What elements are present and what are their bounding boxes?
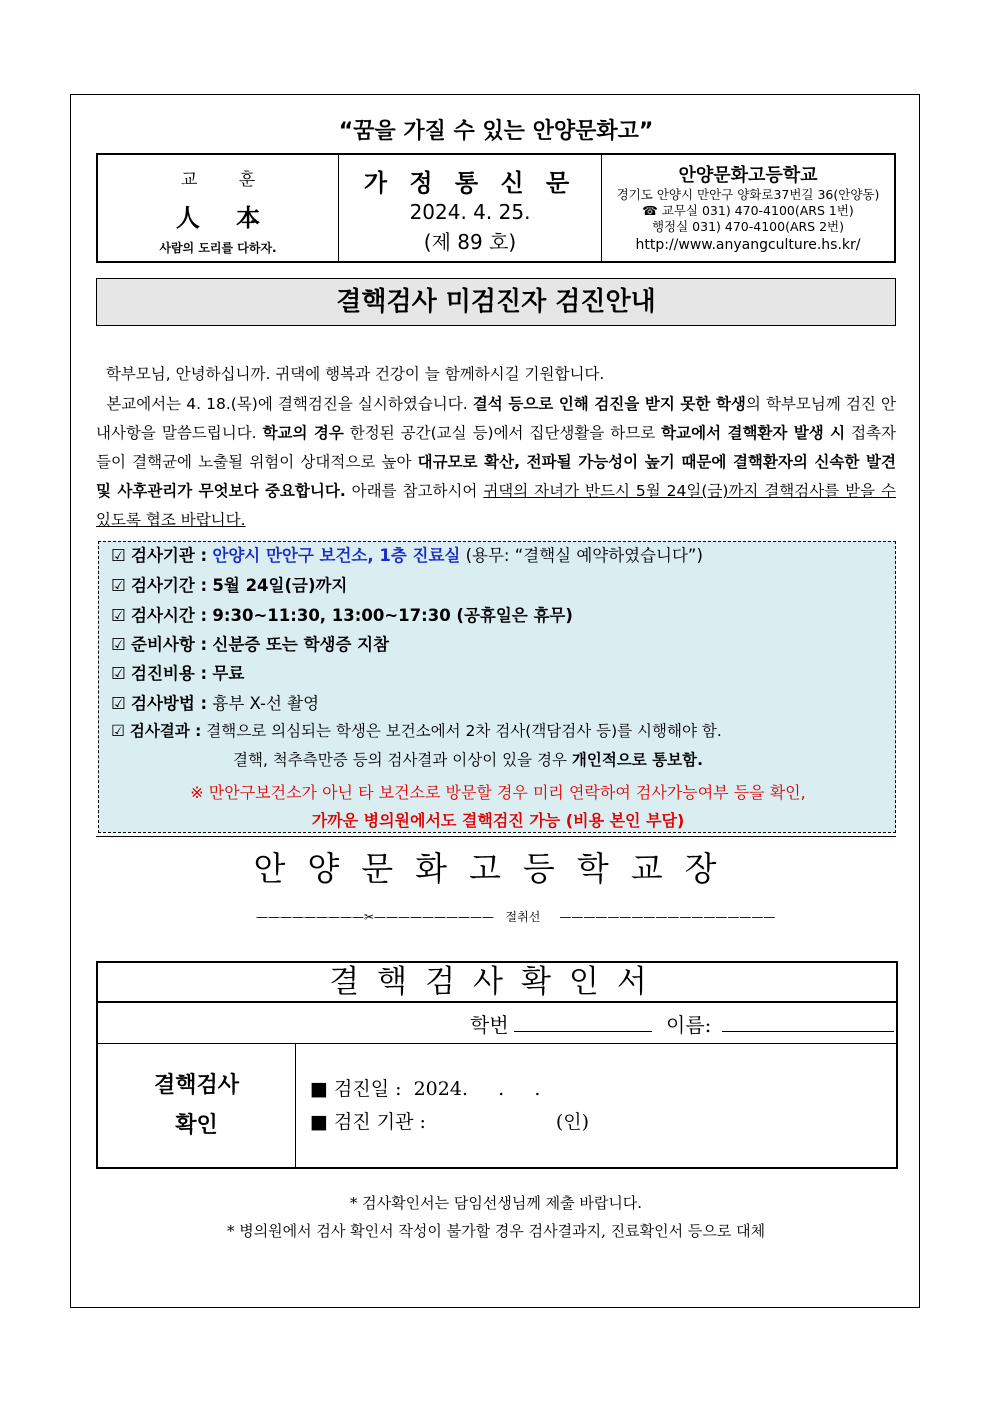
school-phone-admin: 행정실 031) 470-4100(ARS 2번) bbox=[651, 219, 844, 234]
checkbox-icon: ☑ bbox=[111, 722, 125, 740]
body-text: 의 학부모님께 검진 안내사항을 말씀드립니다. bbox=[96, 395, 897, 442]
info-value: 신분증 또는 학생증 지참 bbox=[212, 635, 390, 654]
info-row-place bbox=[111, 542, 703, 566]
info-value: 안양시 만안구 보건소, 1층 진료실 bbox=[212, 546, 461, 565]
checkbox-icon: ☑ bbox=[111, 664, 126, 683]
school-name: 안양문화고등학교 bbox=[678, 165, 818, 186]
newsletter-issue: (제 89 호) bbox=[423, 230, 517, 254]
info-label: 검사기관 : bbox=[131, 546, 208, 565]
info-value: 결핵으로 의심되는 학생은 보건소에서 2차 검사(객담검사 등)를 시행해야 함. bbox=[206, 722, 722, 740]
checkbox-icon: ☑ bbox=[111, 635, 126, 654]
info-extra: (용무: “결핵실 예약하였습니다”) bbox=[460, 546, 703, 565]
info-label: 준비사항 : bbox=[131, 635, 208, 654]
info-value: 5월 24일(금)까지 bbox=[212, 576, 348, 595]
name-field[interactable] bbox=[722, 1031, 894, 1032]
exam-org-label: ■ 검진 기관 : bbox=[310, 1111, 426, 1133]
school-url[interactable]: http://www.anyangculture.hs.kr/ bbox=[635, 237, 861, 253]
form-left-line1: 결핵검사 bbox=[153, 1073, 239, 1098]
info-row-prep bbox=[111, 631, 389, 655]
exam-date-label: ■ 검진일 : bbox=[310, 1078, 402, 1100]
checkbox-icon: ☑ bbox=[111, 546, 126, 565]
confirmation-form bbox=[96, 961, 898, 1169]
form-left-line2: 확인 bbox=[175, 1113, 218, 1138]
body-text: 본교에서는 4. 18.(목)에 결핵검진을 실시하였습니다. bbox=[106, 395, 473, 413]
cut-line bbox=[256, 908, 775, 925]
info-value: 흉부 X-선 촬영 bbox=[212, 694, 320, 713]
info-label: 검사시간 : bbox=[131, 606, 208, 625]
seal-mark: (인) bbox=[555, 1111, 590, 1133]
info-value: 결핵, 척추측만증 등의 검사결과 이상이 있을 경우 bbox=[233, 751, 572, 769]
student-no-label: 학번 bbox=[470, 1013, 509, 1037]
page-title: 결핵검사 미검진자 검진안내 bbox=[96, 278, 896, 326]
info-row-result-2 bbox=[233, 748, 703, 770]
info-value: 9:30~11:30, 13:00~17:30 (공휴일은 휴무) bbox=[212, 606, 573, 625]
form-title: 결핵검사확인서 bbox=[98, 963, 896, 1003]
info-row-method bbox=[111, 690, 319, 714]
header-table bbox=[96, 153, 896, 263]
info-value-bold: 개인적으로 통보함. bbox=[571, 751, 703, 769]
info-label: 검사방법 : bbox=[131, 694, 208, 713]
cut-line-right: —————————————————— bbox=[559, 910, 776, 924]
body-bold: 학교의 경우 bbox=[262, 424, 344, 442]
cut-line-left: —————————✂—————————— bbox=[256, 910, 495, 924]
body-bold: 대규모로 확산, 전파될 가능성이 높기 때문에 결핵환자의 신속한 발견 및 사후관리가 무엇보다 중요합니다. bbox=[96, 453, 896, 500]
body-underline: 귀댁의 자녀가 반드시 5월 24일(금)까지 결핵검사를 받을 수 있도록 협조 바랍니다. bbox=[96, 482, 896, 529]
info-note-2: 가까운 병의원에서도 결핵검진 가능 (비용 본인 부담) bbox=[311, 811, 685, 830]
newsletter-cell bbox=[338, 155, 601, 261]
form-id-row bbox=[98, 1003, 896, 1044]
checkbox-icon: ☑ bbox=[111, 576, 126, 595]
motto-label: 교 훈 bbox=[180, 170, 274, 190]
info-row-period bbox=[111, 572, 347, 596]
principal-signature: 안양문화고등학교장 bbox=[253, 849, 739, 888]
info-label: 검진비용 : bbox=[131, 664, 208, 683]
divider bbox=[96, 836, 896, 837]
checkbox-icon: ☑ bbox=[111, 694, 126, 713]
checkbox-icon: ☑ bbox=[111, 606, 126, 625]
school-address: 경기도 안양시 만안구 양화로37번길 36(안양동) bbox=[616, 187, 880, 202]
motto-subtitle: 사람의 도리를 다하자. bbox=[159, 241, 277, 255]
form-left-label bbox=[98, 1044, 296, 1168]
body-bold: 학교에서 결핵환자 발생 시 bbox=[661, 424, 846, 442]
info-row-time bbox=[111, 602, 573, 626]
name-label: 이름: bbox=[666, 1013, 712, 1037]
body-text: 접촉자들이 결핵균에 노출될 위험이 상대적으로 높아 bbox=[96, 424, 897, 471]
cut-line-label: 절취선 bbox=[505, 910, 541, 924]
info-label: 검사결과 : bbox=[129, 722, 202, 740]
info-value: 무료 bbox=[212, 664, 245, 683]
body-text: 한정된 공간(교실 등)에서 집단생활을 하므로 bbox=[343, 424, 662, 442]
newsletter-date: 2024. 4. 25. bbox=[409, 200, 531, 224]
info-box bbox=[98, 541, 896, 833]
info-row-result bbox=[111, 719, 722, 741]
exam-date-row bbox=[310, 1073, 589, 1106]
form-right-fields bbox=[310, 1073, 589, 1139]
info-label: 검사기간 : bbox=[131, 576, 208, 595]
greeting bbox=[96, 362, 896, 384]
student-no-field[interactable] bbox=[514, 1031, 652, 1032]
body-bold: 결석 등으로 인해 검진을 받지 못한 학생 bbox=[472, 395, 746, 413]
exam-org-row bbox=[310, 1106, 589, 1139]
school-phone-office: ☎ 교무실 031) 470-4100(ARS 1번) bbox=[642, 203, 854, 218]
body-paragraph bbox=[96, 390, 896, 535]
greeting-text: 학부모님, 안녕하십니까. 귀댁에 행복과 건강이 늘 함께하시길 기원합니다. bbox=[105, 365, 605, 383]
footer-note-2: * 병의원에서 검사 확인서 작성이 불가할 경우 검사결과지, 진료확인서 등으로 대체 bbox=[226, 1222, 766, 1240]
info-row-cost bbox=[111, 660, 244, 684]
newsletter-title: 가 정 통 신 문 bbox=[363, 169, 577, 197]
info-note-1: ※ 만안구보건소가 아닌 타 보건소로 방문할 경우 미리 연락하여 검사가능여부 등을 확인, bbox=[190, 783, 806, 802]
motto-cell bbox=[98, 155, 338, 261]
exam-date-value[interactable]: 2024. . . bbox=[413, 1078, 541, 1100]
school-info-cell bbox=[601, 155, 894, 261]
motto: 人 本 bbox=[175, 203, 275, 232]
footer-note-1: * 검사확인서는 담임선생님께 제출 바랍니다. bbox=[349, 1194, 643, 1212]
body-text: 아래를 참고하시어 bbox=[345, 482, 484, 500]
slogan: “꿈을 가질 수 있는 안양문화고” bbox=[338, 119, 654, 144]
